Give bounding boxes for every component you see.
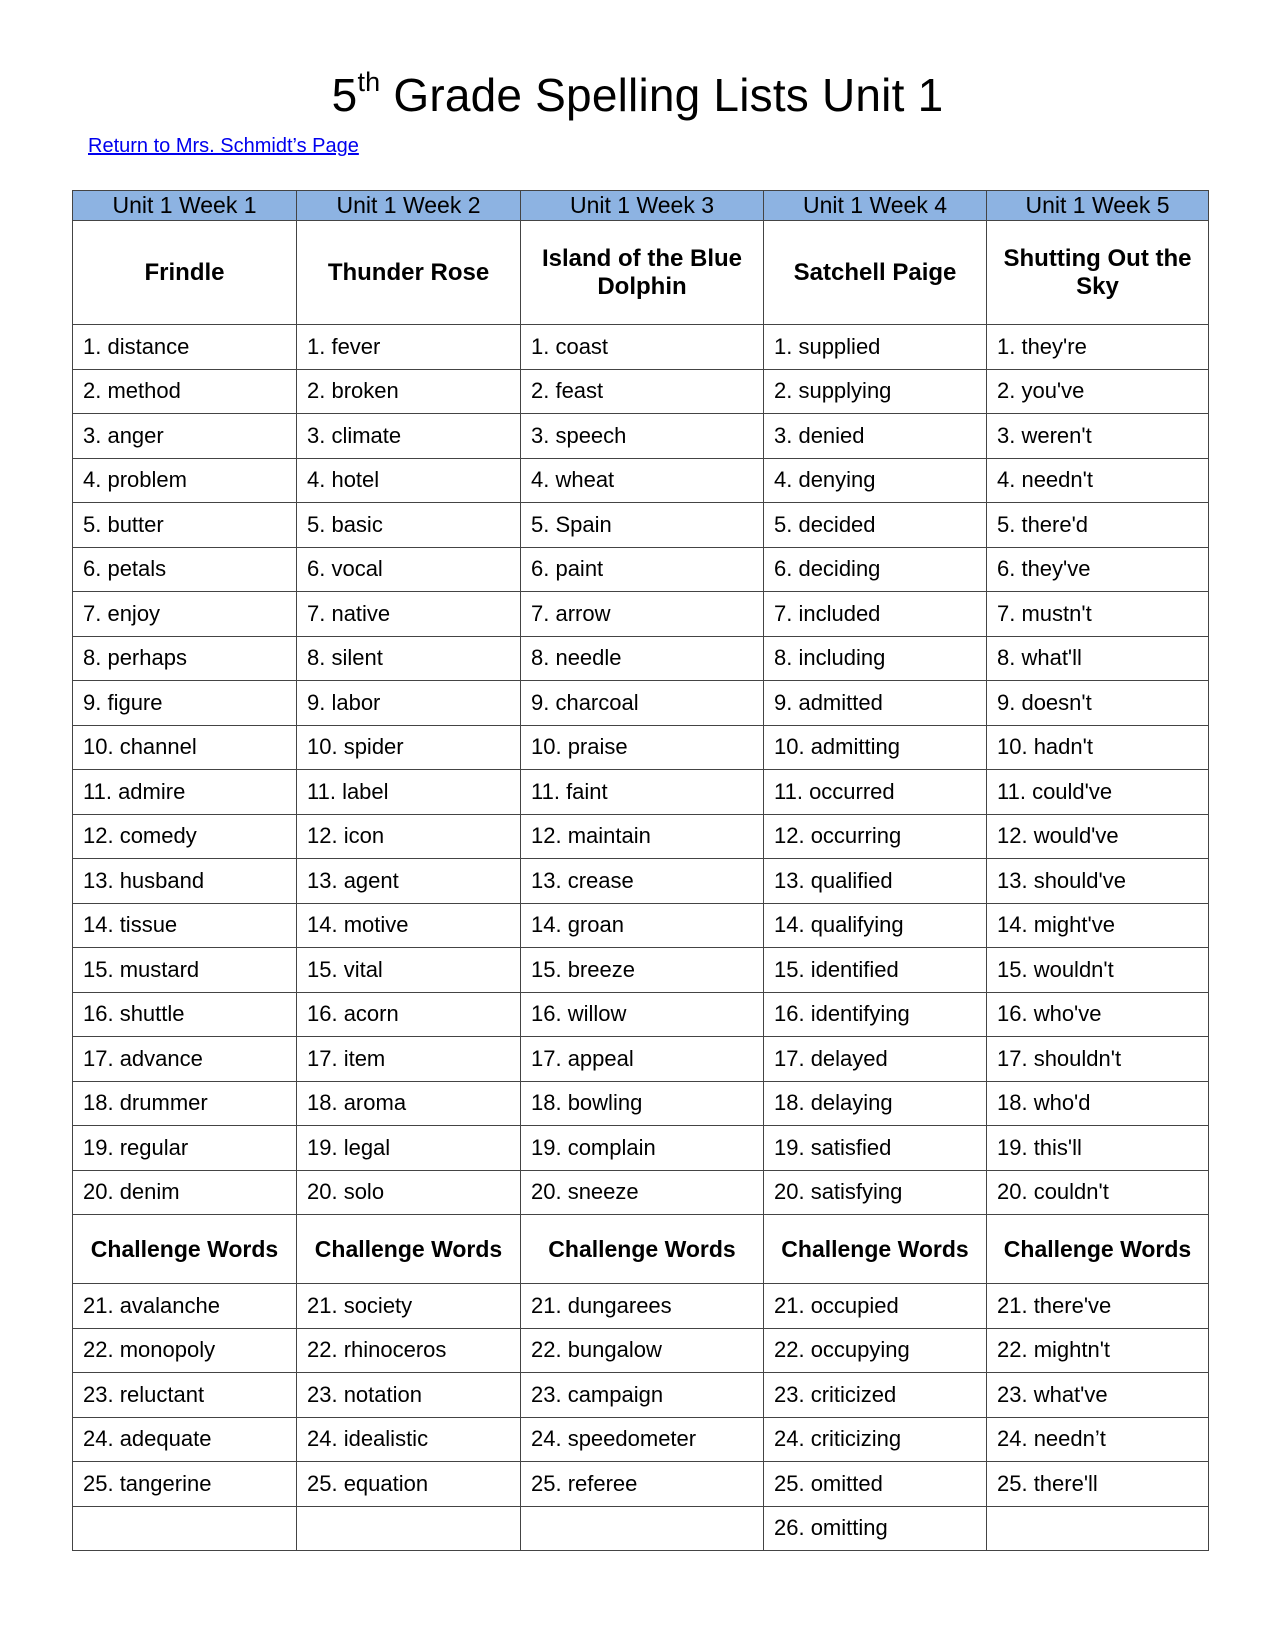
word-cell: 7. included	[764, 592, 987, 637]
word-cell: 10. admitting	[764, 725, 987, 770]
table-row	[73, 770, 1209, 815]
story-title: Shutting Out the Sky	[987, 221, 1209, 325]
word-cell: 16. identifying	[764, 992, 987, 1037]
spelling-table	[72, 190, 1209, 1551]
word-cell: 22. monopoly	[73, 1328, 297, 1373]
word-cell: 25. equation	[297, 1462, 521, 1507]
table-row	[73, 1417, 1209, 1462]
table-row	[73, 325, 1209, 370]
word-cell: 9. labor	[297, 681, 521, 726]
word-cell: 6. they've	[987, 547, 1209, 592]
word-cell: 8. including	[764, 636, 987, 681]
word-cell: 22. occupying	[764, 1328, 987, 1373]
word-cell: 25. omitted	[764, 1462, 987, 1507]
word-cell: 14. groan	[521, 903, 764, 948]
word-cell: 2. broken	[297, 369, 521, 414]
table-row	[73, 1373, 1209, 1418]
word-cell: 21. occupied	[764, 1284, 987, 1329]
week-header: Unit 1 Week 4	[764, 191, 987, 221]
table-row	[73, 369, 1209, 414]
table-row	[73, 948, 1209, 993]
challenge-list-body	[73, 1215, 1209, 1551]
word-list-body	[73, 325, 1209, 1215]
table-row	[73, 1126, 1209, 1171]
word-cell	[987, 1506, 1209, 1551]
word-cell: 23. campaign	[521, 1373, 764, 1418]
word-cell: 25. there'll	[987, 1462, 1209, 1507]
word-cell: 15. mustard	[73, 948, 297, 993]
word-cell: 5. there'd	[987, 503, 1209, 548]
word-cell: 13. husband	[73, 859, 297, 904]
word-cell: 21. dungarees	[521, 1284, 764, 1329]
word-cell: 15. breeze	[521, 948, 764, 993]
word-cell: 20. denim	[73, 1170, 297, 1215]
week-header-row	[73, 191, 1209, 221]
word-cell: 23. reluctant	[73, 1373, 297, 1418]
week-header: Unit 1 Week 1	[73, 191, 297, 221]
return-link[interactable]: Return to Mrs. Schmidt’s Page	[88, 135, 359, 157]
word-cell: 5. decided	[764, 503, 987, 548]
word-cell: 13. agent	[297, 859, 521, 904]
word-cell: 4. wheat	[521, 458, 764, 503]
word-cell: 1. supplied	[764, 325, 987, 370]
word-cell: 18. drummer	[73, 1081, 297, 1126]
word-cell: 19. regular	[73, 1126, 297, 1171]
word-cell: 16. shuttle	[73, 992, 297, 1037]
word-cell: 3. anger	[73, 414, 297, 459]
word-cell: 13. crease	[521, 859, 764, 904]
word-cell: 3. speech	[521, 414, 764, 459]
word-cell: 5. butter	[73, 503, 297, 548]
table-row	[73, 859, 1209, 904]
word-cell: 9. figure	[73, 681, 297, 726]
table-row	[73, 503, 1209, 548]
word-cell: 15. vital	[297, 948, 521, 993]
word-cell: 14. motive	[297, 903, 521, 948]
challenge-header: Challenge Words	[521, 1215, 764, 1284]
table-row	[73, 814, 1209, 859]
word-cell: 24. idealistic	[297, 1417, 521, 1462]
title-text: Grade Spelling Lists Unit 1	[380, 69, 944, 121]
table-row	[73, 1284, 1209, 1329]
word-cell: 11. occurred	[764, 770, 987, 815]
word-cell: 21. there've	[987, 1284, 1209, 1329]
word-cell: 13. should've	[987, 859, 1209, 904]
week-header: Unit 1 Week 2	[297, 191, 521, 221]
word-cell: 2. feast	[521, 369, 764, 414]
word-cell: 5. Spain	[521, 503, 764, 548]
word-cell: 25. referee	[521, 1462, 764, 1507]
week-header: Unit 1 Week 3	[521, 191, 764, 221]
word-cell: 1. coast	[521, 325, 764, 370]
word-cell: 1. distance	[73, 325, 297, 370]
word-cell: 13. qualified	[764, 859, 987, 904]
word-cell: 18. delaying	[764, 1081, 987, 1126]
word-cell: 12. comedy	[73, 814, 297, 859]
word-cell: 5. basic	[297, 503, 521, 548]
word-cell: 16. willow	[521, 992, 764, 1037]
word-cell: 22. bungalow	[521, 1328, 764, 1373]
word-cell: 2. supplying	[764, 369, 987, 414]
word-cell: 11. could've	[987, 770, 1209, 815]
word-cell: 6. deciding	[764, 547, 987, 592]
word-cell	[73, 1506, 297, 1551]
word-cell: 8. needle	[521, 636, 764, 681]
word-cell: 22. rhinoceros	[297, 1328, 521, 1373]
word-cell: 19. this'll	[987, 1126, 1209, 1171]
table-row	[73, 1037, 1209, 1082]
word-cell	[297, 1506, 521, 1551]
challenge-header: Challenge Words	[987, 1215, 1209, 1284]
word-cell: 10. hadn't	[987, 725, 1209, 770]
word-cell: 8. perhaps	[73, 636, 297, 681]
word-cell: 12. icon	[297, 814, 521, 859]
title-number: 5	[331, 69, 358, 121]
word-cell: 10. spider	[297, 725, 521, 770]
word-cell: 4. hotel	[297, 458, 521, 503]
word-cell: 6. paint	[521, 547, 764, 592]
word-cell: 1. fever	[297, 325, 521, 370]
word-cell: 25. tangerine	[73, 1462, 297, 1507]
word-cell: 6. petals	[73, 547, 297, 592]
word-cell: 16. who've	[987, 992, 1209, 1037]
word-cell: 14. qualifying	[764, 903, 987, 948]
word-cell: 8. what'll	[987, 636, 1209, 681]
word-cell: 23. notation	[297, 1373, 521, 1418]
story-title: Island of the Blue Dolphin	[521, 221, 764, 325]
table-row	[73, 1081, 1209, 1126]
word-cell: 21. society	[297, 1284, 521, 1329]
word-cell: 14. tissue	[73, 903, 297, 948]
table-row	[73, 1328, 1209, 1373]
table-row	[73, 636, 1209, 681]
word-cell: 10. channel	[73, 725, 297, 770]
challenge-header: Challenge Words	[764, 1215, 987, 1284]
word-cell: 17. appeal	[521, 1037, 764, 1082]
word-cell: 7. enjoy	[73, 592, 297, 637]
word-cell: 17. item	[297, 1037, 521, 1082]
word-cell: 17. delayed	[764, 1037, 987, 1082]
word-cell: 10. praise	[521, 725, 764, 770]
word-cell: 9. charcoal	[521, 681, 764, 726]
word-cell: 3. weren't	[987, 414, 1209, 459]
word-cell: 1. they're	[987, 325, 1209, 370]
table-row	[73, 458, 1209, 503]
word-cell: 19. complain	[521, 1126, 764, 1171]
table-row	[73, 992, 1209, 1037]
word-cell: 3. denied	[764, 414, 987, 459]
word-cell: 6. vocal	[297, 547, 521, 592]
word-cell: 3. climate	[297, 414, 521, 459]
word-cell: 24. needn’t	[987, 1417, 1209, 1462]
word-cell: 16. acorn	[297, 992, 521, 1037]
word-cell: 4. needn't	[987, 458, 1209, 503]
week-header: Unit 1 Week 5	[987, 191, 1209, 221]
word-cell: 11. admire	[73, 770, 297, 815]
word-cell: 23. what've	[987, 1373, 1209, 1418]
word-cell: 26. omitting	[764, 1506, 987, 1551]
word-cell: 20. couldn't	[987, 1170, 1209, 1215]
word-cell: 12. occurring	[764, 814, 987, 859]
word-cell: 20. solo	[297, 1170, 521, 1215]
table-row	[73, 1170, 1209, 1215]
word-cell: 15. identified	[764, 948, 987, 993]
word-cell: 18. aroma	[297, 1081, 521, 1126]
story-title-row	[73, 221, 1209, 325]
word-cell: 20. sneeze	[521, 1170, 764, 1215]
word-cell: 2. method	[73, 369, 297, 414]
word-cell: 7. native	[297, 592, 521, 637]
word-cell: 7. arrow	[521, 592, 764, 637]
challenge-header-row	[73, 1215, 1209, 1284]
table-row	[73, 547, 1209, 592]
word-cell: 12. would've	[987, 814, 1209, 859]
table-row	[73, 725, 1209, 770]
table-row	[73, 1506, 1209, 1551]
word-cell: 24. speedometer	[521, 1417, 764, 1462]
story-title: Frindle	[73, 221, 297, 325]
challenge-header: Challenge Words	[73, 1215, 297, 1284]
word-cell: 19. legal	[297, 1126, 521, 1171]
word-cell: 11. faint	[521, 770, 764, 815]
word-cell: 4. denying	[764, 458, 987, 503]
word-cell	[521, 1506, 764, 1551]
word-cell: 24. criticizing	[764, 1417, 987, 1462]
word-cell: 18. who'd	[987, 1081, 1209, 1126]
word-cell: 9. doesn't	[987, 681, 1209, 726]
word-cell: 11. label	[297, 770, 521, 815]
word-cell: 15. wouldn't	[987, 948, 1209, 993]
word-cell: 23. criticized	[764, 1373, 987, 1418]
word-cell: 21. avalanche	[73, 1284, 297, 1329]
word-cell: 17. shouldn't	[987, 1037, 1209, 1082]
word-cell: 17. advance	[73, 1037, 297, 1082]
table-row	[73, 1462, 1209, 1507]
word-cell: 7. mustn't	[987, 592, 1209, 637]
story-title: Satchell Paige	[764, 221, 987, 325]
word-cell: 12. maintain	[521, 814, 764, 859]
word-cell: 20. satisfying	[764, 1170, 987, 1215]
page-title	[0, 68, 1275, 122]
table-row	[73, 681, 1209, 726]
table-row	[73, 903, 1209, 948]
story-title: Thunder Rose	[297, 221, 521, 325]
challenge-header: Challenge Words	[297, 1215, 521, 1284]
word-cell: 4. problem	[73, 458, 297, 503]
word-cell: 22. mightn't	[987, 1328, 1209, 1373]
word-cell: 2. you've	[987, 369, 1209, 414]
title-superscript: th	[357, 66, 381, 97]
word-cell: 19. satisfied	[764, 1126, 987, 1171]
word-cell: 18. bowling	[521, 1081, 764, 1126]
table-row	[73, 414, 1209, 459]
word-cell: 14. might've	[987, 903, 1209, 948]
word-cell: 9. admitted	[764, 681, 987, 726]
word-cell: 24. adequate	[73, 1417, 297, 1462]
word-cell: 8. silent	[297, 636, 521, 681]
table-row	[73, 592, 1209, 637]
